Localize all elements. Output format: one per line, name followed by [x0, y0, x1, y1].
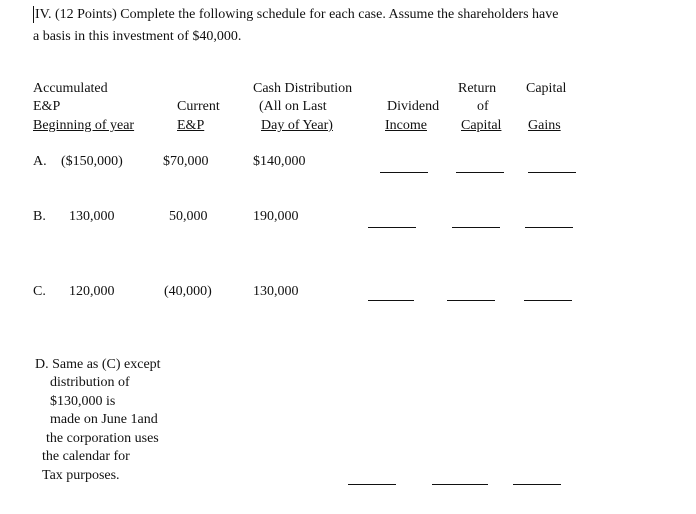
col-cash-line3: Day of Year) — [261, 118, 333, 133]
col-dividend-line1: Dividend — [387, 99, 440, 114]
row-b-cash: 190,000 — [253, 209, 299, 224]
text-cursor — [33, 6, 34, 23]
row-a-label: A. — [33, 154, 47, 169]
col-gains-line1: Capital — [526, 81, 567, 96]
col-cash-line2: (All on Last — [259, 99, 327, 114]
case-d-line6: the calendar for — [42, 449, 130, 464]
problem-heading-line1: IV. (12 Points) Complete the following schedule for each case. Assume the shareholders have — [35, 7, 559, 22]
col-cash-line1: Cash Distribution — [253, 81, 353, 96]
col-dividend-line2: Income — [385, 118, 427, 133]
row-c-gains-blank[interactable] — [524, 300, 572, 301]
row-c-dividend-blank[interactable] — [368, 300, 414, 301]
col-return-line3: Capital — [461, 118, 502, 133]
row-d-gains-blank[interactable] — [513, 484, 561, 485]
row-c-label: C. — [33, 284, 46, 299]
case-d-line5: the corporation uses — [46, 431, 159, 446]
case-d-line2: distribution of — [50, 375, 130, 390]
col-gains-line2: Gains — [528, 118, 561, 133]
row-d-dividend-blank[interactable] — [348, 484, 396, 485]
col-return-line1: Return — [458, 81, 497, 96]
row-a-accumulated: ($150,000) — [61, 154, 123, 169]
col-accumulated-line3: Beginning of year — [33, 118, 135, 133]
row-b-return-blank[interactable] — [452, 227, 500, 228]
case-d-line1: D. Same as (C) except — [35, 357, 161, 372]
row-b-dividend-blank[interactable] — [368, 227, 416, 228]
col-current-line2: E&P — [177, 118, 205, 133]
row-d-return-blank[interactable] — [432, 484, 488, 485]
row-c-cash: 130,000 — [253, 284, 299, 299]
row-a-dividend-blank[interactable] — [380, 172, 428, 173]
row-a-return-blank[interactable] — [456, 172, 504, 173]
case-d-line3: $130,000 is — [50, 394, 116, 409]
case-d-line7: Tax purposes. — [42, 468, 120, 483]
problem-heading-line2: a basis in this investment of $40,000. — [33, 29, 242, 44]
col-accumulated-line2: E&P — [33, 99, 61, 114]
col-accumulated-line1: Accumulated — [33, 81, 108, 96]
row-c-current: (40,000) — [164, 284, 212, 299]
row-c-return-blank[interactable] — [447, 300, 495, 301]
col-current-line1: Current — [177, 99, 220, 114]
row-c-accumulated: 120,000 — [69, 284, 115, 299]
col-return-line2: of — [477, 99, 489, 114]
row-a-current: $70,000 — [163, 154, 209, 169]
row-a-gains-blank[interactable] — [528, 172, 576, 173]
row-b-gains-blank[interactable] — [525, 227, 573, 228]
row-b-current: 50,000 — [169, 209, 208, 224]
row-b-label: B. — [33, 209, 46, 224]
row-b-accumulated: 130,000 — [69, 209, 115, 224]
case-d-line4: made on June 1and — [50, 412, 158, 427]
row-a-cash: $140,000 — [253, 154, 306, 169]
